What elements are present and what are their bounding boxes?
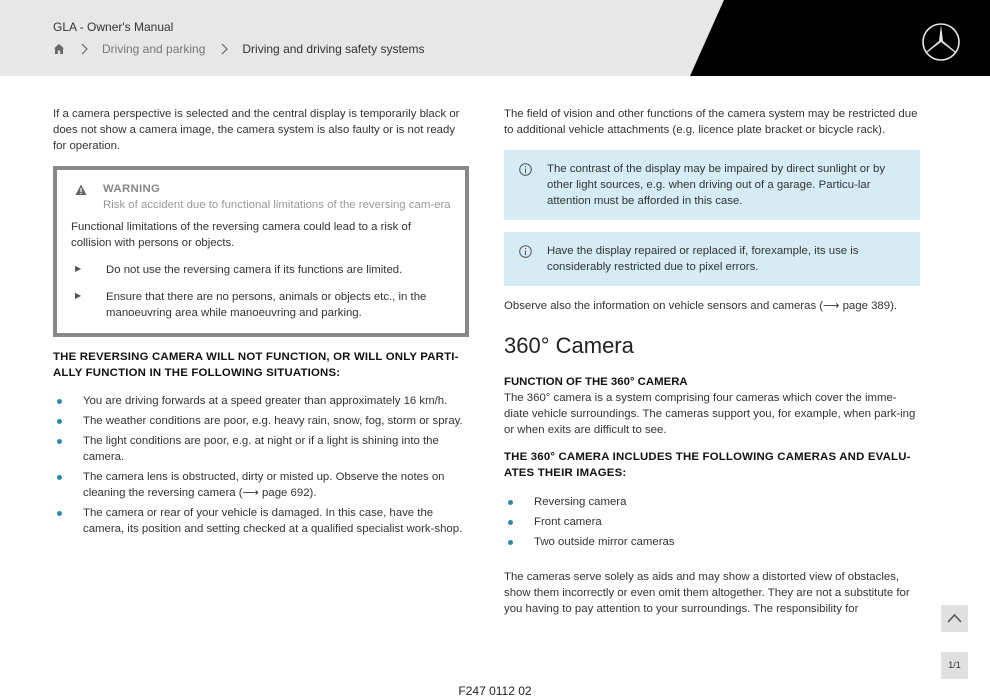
list-item: Two outside mirror cameras — [504, 534, 920, 550]
section-title: 360° Camera — [504, 333, 634, 358]
intro-paragraph: If a camera perspective is selected and the central display is temporarily black or does not show a camera image, the camera system is also faulty or is not ready for operation. — [53, 108, 460, 152]
home-icon[interactable] — [53, 43, 65, 55]
observe-paragraph: Observe also the information on vehicle sensors and cameras (⟶ page 389). — [504, 300, 898, 312]
warning-icon — [75, 184, 87, 196]
cameras-list — [504, 494, 920, 550]
info-icon — [519, 163, 532, 176]
chevron-right-icon — [79, 43, 89, 55]
list-item: You are driving forwards at a speed greater than approximately 16 km/h. — [53, 393, 469, 409]
warning-step-text: Do not use the reversing camera if its functions are limited. — [106, 264, 403, 276]
list-item: Front camera — [504, 514, 920, 530]
info-text: The contrast of the display may be impaired by direct sunlight or by other light sources, e.g. when driving out of a garage. Particu-lar attention must be afforded in this case. — [547, 163, 886, 207]
situations-list — [53, 393, 469, 537]
page-indicator[interactable]: 1/1 — [941, 652, 968, 679]
situations-heading: THE REVERSING CAMERA WILL NOT FUNCTION, OR WILL ONLY PARTI-ALLY FUNCTION IN THE FOLLOWING SITUATIONS: — [53, 351, 459, 379]
header-bar — [0, 0, 990, 76]
cameras-heading: THE 360° CAMERA INCLUDES THE FOLLOWING CAMERAS AND EVALU-ATES THEIR IMAGES: — [504, 451, 911, 479]
warning-step-text: Ensure that there are no persons, animals or objects etc., in the manoeuvring area while manoeuvring and parking. — [106, 291, 427, 319]
chevron-up-icon — [947, 613, 962, 623]
left-column — [53, 106, 469, 541]
attachments-paragraph: The field of vision and other functions of the camera system may be restricted due to additional vehicle attachments (e.g. licence plate bracket or bicycle rack). — [504, 108, 918, 136]
warning-title: WARNING — [103, 183, 161, 195]
warning-text: Functional limitations of the reversing camera could lead to a risk of collision with persons or objects. — [71, 221, 411, 249]
mercedes-star-logo[interactable] — [921, 22, 961, 62]
warning-step — [71, 289, 451, 321]
breadcrumb — [53, 42, 424, 56]
chevron-right-icon — [219, 43, 229, 55]
serve-paragraph: The cameras serve solely as aids and may show a distorted view of obstacles, show them incorrectly or even omit them altogether. They are not a substitute for you having to pay attention to your surroundings. The responsibility for — [504, 571, 910, 615]
info-box — [504, 232, 920, 286]
list-item: Reversing camera — [504, 494, 920, 510]
right-column — [504, 106, 920, 617]
breadcrumb-link-driving-parking[interactable]: Driving and parking — [102, 42, 206, 56]
figure-code: F247 0112 02 — [458, 684, 532, 698]
warning-subtitle: Risk of accident due to functional limitations of the reversing cam-era — [103, 199, 451, 211]
triangle-right-icon: ▶ — [75, 264, 82, 273]
triangle-right-icon: ▶ — [75, 291, 82, 300]
list-item: The camera lens is obstructed, dirty or misted up. Observe the notes on cleaning the reversing camera (⟶ page 692). — [53, 469, 469, 501]
list-item: The camera or rear of your vehicle is damaged. In this case, have the camera, its position and setting checked at a qualified specialist work-shop. — [53, 505, 469, 537]
info-box — [504, 150, 920, 220]
breadcrumb-current: Driving and driving safety systems — [242, 42, 425, 56]
function-text: The 360° camera is a system comprising four cameras which cover the imme-diate vehicle surroundings. The cameras support you, for example, when park-ing or when exits are difficult to see. — [504, 392, 916, 436]
scroll-to-top-button[interactable] — [941, 605, 968, 632]
list-item: The light conditions are poor, e.g. at night or if a light is shining into the camera. — [53, 433, 469, 465]
info-icon — [519, 245, 532, 258]
info-text: Have the display repaired or replaced if, forexample, its use is considerably restricted due to pixel errors. — [547, 245, 859, 273]
list-item: The weather conditions are poor, e.g. heavy rain, snow, fog, storm or spray. — [53, 413, 469, 429]
warning-box — [53, 166, 469, 337]
manual-title: GLA - Owner's Manual — [53, 20, 174, 34]
warning-step — [71, 262, 451, 278]
function-heading: FUNCTION OF THE 360° CAMERA — [504, 376, 688, 388]
